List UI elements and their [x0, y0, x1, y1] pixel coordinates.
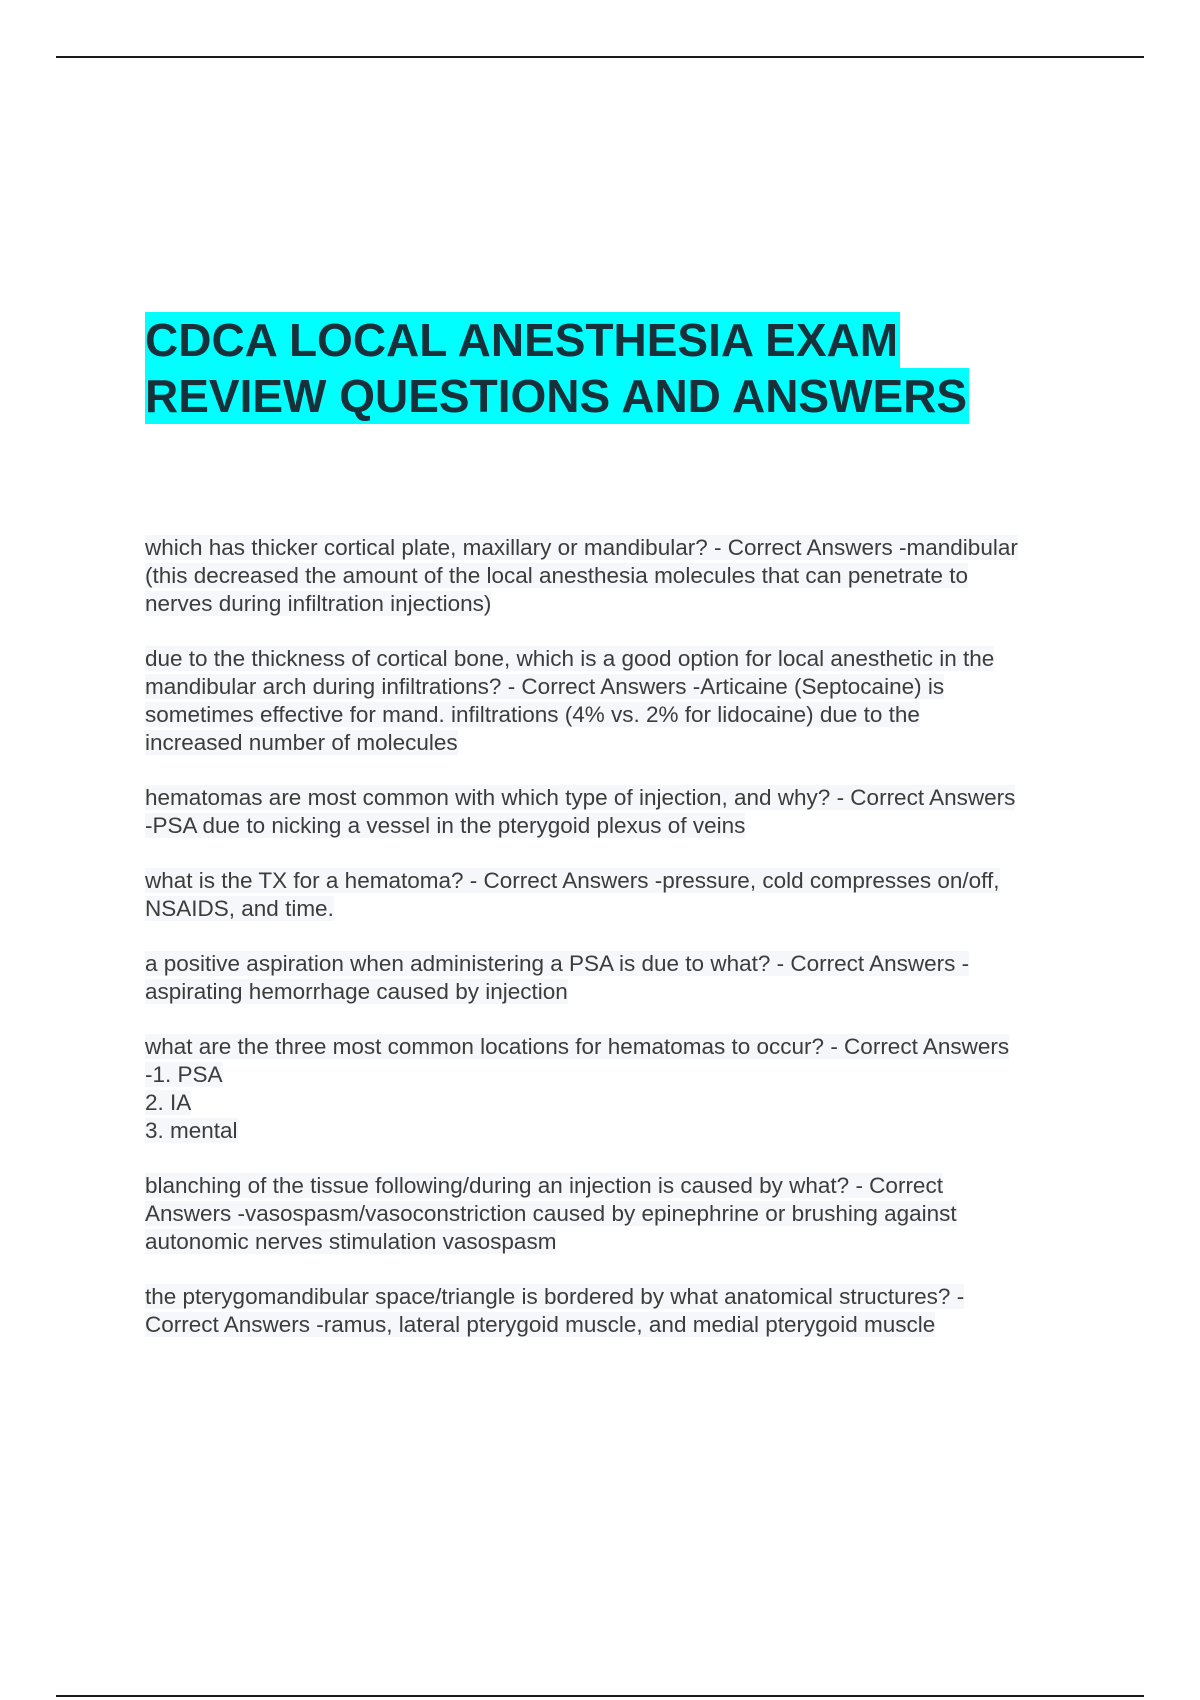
qa-item [145, 950, 1090, 1006]
qa-item [145, 784, 1090, 840]
qa-line: Correct Answers -ramus, lateral pterygoid muscle, and medial pterygoid muscle [145, 1312, 936, 1337]
qa-line: hematomas are most common with which type of injection, and why? - Correct Answers [145, 785, 1016, 810]
qa-line: increased number of molecules [145, 730, 458, 755]
qa-line: Answers -vasospasm/vasoconstriction caused by epinephrine or brushing against [145, 1201, 957, 1226]
qa-item [145, 1033, 1090, 1145]
qa-line: the pterygomandibular space/triangle is bordered by what anatomical structures? - [145, 1284, 965, 1309]
qa-line: (this decreased the amount of the local anesthesia molecules that can penetrate to [145, 563, 969, 588]
qa-item [145, 645, 1090, 757]
qa-line: sometimes effective for mand. infiltrations (4% vs. 2% for lidocaine) due to the [145, 702, 920, 727]
qa-item [145, 867, 1090, 923]
title-line-1: CDCA LOCAL ANESTHESIA EXAM [145, 314, 899, 366]
document-title [145, 312, 1145, 424]
qa-line: 2. IA [145, 1090, 192, 1115]
qa-item [145, 1172, 1090, 1256]
qa-line: aspirating hemorrhage caused by injection [145, 979, 568, 1004]
qa-line: NSAIDS, and time. [145, 896, 334, 921]
footer-rule [56, 1695, 1144, 1697]
qa-item [145, 534, 1090, 618]
qa-line: what are the three most common locations for hematomas to occur? - Correct Answers [145, 1034, 1010, 1059]
qa-item [145, 1283, 1090, 1339]
title-line-2: REVIEW QUESTIONS AND ANSWERS [145, 370, 968, 422]
qa-line: 3. mental [145, 1118, 238, 1143]
qa-line: blanching of the tissue following/during an injection is caused by what? - Correct [145, 1173, 943, 1198]
qa-line: -PSA due to nicking a vessel in the pterygoid plexus of veins [145, 813, 746, 838]
qa-line: due to the thickness of cortical bone, which is a good option for local anesthetic in the [145, 646, 995, 671]
qa-line: mandibular arch during infiltrations? - Correct Answers -Articaine (Septocaine) is [145, 674, 945, 699]
qa-line: a positive aspiration when administering a PSA is due to what? - Correct Answers - [145, 951, 970, 976]
qa-line: nerves during infiltration injections) [145, 591, 492, 616]
qa-line: -1. PSA [145, 1062, 223, 1087]
qa-line: what is the TX for a hematoma? - Correct Answers -pressure, cold compresses on/off, [145, 868, 1000, 893]
qa-list [145, 534, 1090, 1366]
qa-line: which has thicker cortical plate, maxillary or mandibular? - Correct Answers -mandibular [145, 535, 1018, 560]
header-rule [56, 56, 1144, 58]
qa-line: autonomic nerves stimulation vasospasm [145, 1229, 557, 1254]
